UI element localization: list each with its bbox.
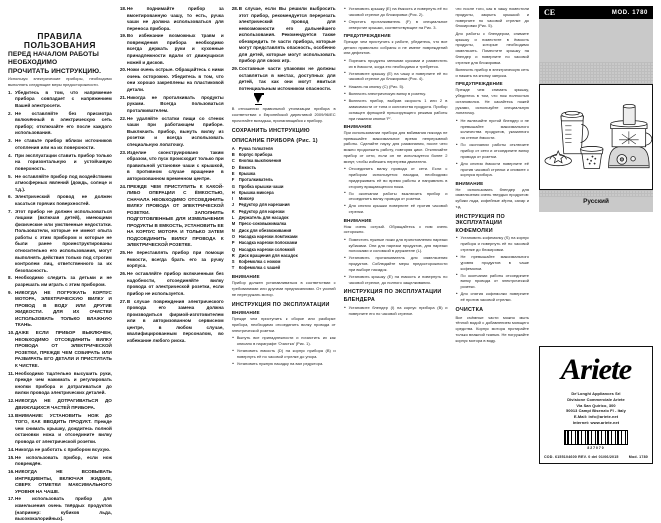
list-item: • Для снятия ёмкости поверните её против часовой стрелки и снимите с корпуса прибора. bbox=[455, 161, 529, 178]
usage-heading-c3: ИНСТРУКЦИЯ ПО ЭКСПЛУАТАЦИИ bbox=[231, 301, 330, 308]
cleaning-text-c5: Все съёмные части можно мыть тёплой водой с добавлением моющего средства. Корпус мотора протирайте только влажной тканью. Не погружайте корпус мотора в воду. bbox=[455, 314, 530, 343]
list-item: • Установить нужную насадку на вал редуктора. bbox=[232, 361, 336, 367]
list-item: S Кофемолка с ножом bbox=[231, 259, 281, 265]
prep-bullets-c5 bbox=[455, 118, 529, 178]
model-label: MOD. 1780 bbox=[611, 9, 648, 16]
list-item: 2. Не оставляйте без присмотра включённый в электрическую сеть прибор; отключайте его после каждого использования. bbox=[8, 110, 112, 136]
list-item: Q Насадка нарезки соломкой bbox=[231, 246, 295, 252]
para1-c5: что после того, как в чашу поместили продукты, закрыть крышкой и поверните по часовой стрелке до блокировки (Рис. 5). bbox=[455, 6, 530, 29]
warning-heading-c3: ВНИМАНИЕ bbox=[231, 274, 260, 280]
list-item: M Пресс-соковыжималка bbox=[231, 221, 287, 227]
halftone-texture-2 bbox=[539, 190, 653, 197]
disposal-note: В отношении правильной утилизации прибора в соответствии с Европейской директивой 2009/96/ЕС прочитайте вкладыш, прилагающийся к прибору. bbox=[231, 106, 336, 124]
safety-rules-list-1 bbox=[8, 90, 112, 523]
list-item: • Установить кофемолку (S) на корпус прибора и повернуть её по часовой стрелке до блокировки. bbox=[455, 235, 529, 252]
list-item: • Включить прибор, выбрав скорость 1 или 2 в зависимости от типа и количества продукта. Прибор оснащен функцией пульсирующего режима работы при нажатии кнопки 'P'. bbox=[344, 98, 448, 121]
column-4 bbox=[340, 6, 452, 464]
list-item: • Для снятия кофемолки поверните её против часовой стрелки. bbox=[455, 291, 529, 303]
grinder-bullets-c5 bbox=[455, 235, 529, 302]
list-item: 1. Убедитесь в том, что напряжение прибора совпадает с напряжением Вашей электросети. bbox=[8, 89, 112, 108]
list-item: C Кнопка выключения bbox=[231, 158, 282, 164]
para2-c5: Для работы с блендером, снимите крышку и поместите в ёмкость продукты, которые необходимо измельчить. Поместите крышку на блендер и поверните по часовой стрелке для блокировки. bbox=[455, 30, 530, 65]
warning-text-c3: Прибор должен устанавливаться в соответствии с требованиями или другими предписаниями. От усилий не перегружать мотор. bbox=[231, 280, 336, 297]
header-bar bbox=[539, 6, 653, 19]
address-line: Divisione Commerciale Ariete bbox=[567, 396, 625, 402]
list-item: • Установите крышку (E) на чашу и поверните её по часовой стрелке до блокировки (Рис. 4). bbox=[344, 71, 448, 83]
list-item: 22. Не удаляйте остатки пищи со стенок чаши при работающем приборе. Выключить прибор, вынуть вилку из розетки и всегда использовать специальную лопаточку. bbox=[119, 115, 224, 147]
list-item: 23. Изделие сконструировано таким образом, что пуск происходит только при правильной установке чаши с крышкой, в противном случае вращение в авторизованном временном центре. bbox=[119, 149, 224, 181]
blender-usage-heading-line2: БЛЕНДЕРА bbox=[343, 297, 376, 304]
list-item: • Не превышайте максимального уровня продуктов в чаше кофемолки. bbox=[455, 254, 529, 271]
waste-bin-icon bbox=[254, 93, 264, 105]
footer-code: COD. 6155104600 REV. 0 del 01/06/2015 bbox=[544, 455, 619, 459]
page-subtitle-line1: ПЕРЕД НАЧАЛОМ РАБОТЫ НЕОБХОДИМО bbox=[8, 51, 99, 67]
list-item: 29. Составные части упаковки не должны оставляться в местах, доступных для детей, так как они могут явиться потенциальным источником опасности. bbox=[231, 66, 336, 91]
footer-model: Mod. 1780 bbox=[628, 455, 648, 459]
usage-warning-text-c3: Прежде чем приступить к сборке или разборке прибора, необходимо отсоединить вилку провода от электрической розетки. bbox=[231, 316, 336, 333]
list-item: 11. Необходимо тщательно высушить руки, прежде чем нажимать и регулировать кнопки прибора и дотрагиваться до вилки провода электрических деталей. bbox=[8, 370, 112, 396]
list-item: • Включить электрическую вилку в розетку. bbox=[344, 91, 448, 97]
section2-bullets-c4 bbox=[344, 84, 448, 121]
list-item: L Держатель для насадок bbox=[231, 215, 289, 221]
list-item: 14. Никогда не работать с прибором всухую. bbox=[8, 446, 111, 452]
list-item: R Диск вращения для насадок bbox=[231, 252, 298, 258]
address-line: Via San Quirico, 300 bbox=[576, 402, 616, 408]
list-item: • Установить проталкиватель для измельчения продуктов. Соблюдайте меры предосторожности при выборе насадок. bbox=[344, 255, 448, 272]
list-item: J Редуктор для нарезания bbox=[231, 202, 290, 208]
prep-text-c5: Прежде чем снимать крышку, убедитесь в том, что нож полностью остановился. Не касайтесь ножей руками, используйте специальную лопаточку. bbox=[455, 87, 530, 116]
product-image bbox=[539, 84, 653, 190]
panel-spacer bbox=[539, 212, 653, 344]
list-item: 20. Ножи очень острые. Обращайтесь с ними очень осторожно. Убедитесь в том, что они хорошо закреплены на пластиковой детали. bbox=[119, 67, 224, 92]
list-item: 13. ВНИМАНИЕ: УСТАНОВИТЬ НОЖ ДО ТОГО, КАК ВВОДИТЬ ПРОДУКТ. Прежде чем снимать крышку, дождитесь полной остановки ножа и отсоедините вилку провода от электрической розетки. bbox=[8, 412, 112, 444]
barcode-number: 827070 bbox=[587, 446, 605, 450]
list-item: 15. Не использовать прибор, если нож повреждён. bbox=[8, 454, 112, 467]
list-item: • По окончании работы выключить прибор и отсоединить вилку провода от розетки. bbox=[344, 191, 448, 203]
list-item: K Редуктор для нарезки bbox=[231, 208, 285, 214]
list-item: F Проталкиватель bbox=[231, 177, 273, 183]
list-item: • По окончании работы отсоедините вилку провода от электрической розетки. bbox=[455, 273, 529, 290]
company-address bbox=[544, 391, 648, 426]
list-item: 4. При эксплуатации ставить прибор только на горизонтальную и устойчивую поверхность. bbox=[8, 152, 112, 171]
list-item: 25. Не переставлять прибор при помощи ёмкости, всегда брать его за ручку корпуса. bbox=[119, 250, 224, 269]
column-2 bbox=[116, 6, 228, 464]
list-item: 16. НИКОГДА НЕ ВСОВЫВАТЬ ИНГРЕДИЕНТЫ, ВКЛЮЧАЯ ЖИДКИЕ, СВЕРХ ОТМЕТКИ МАКСИМАЛЬНОГО УРОВНЯ НА ЧАШЕ. bbox=[8, 469, 112, 494]
address-line: E-Mail: info@ariete.net bbox=[573, 414, 619, 420]
list-item: 7. Этот прибор не должен использоваться лицами (включая детей), имеющими физические или умственные недостатки. Пользователи, которые не имеют опыта работы с этим прибором и которые не были ранее проинструктированы относительно его использования, могут выполнять действия только под строгим контролем лиц, ответственного за их безопасность. bbox=[8, 208, 112, 273]
list-item: 9. НИКОГДА НЕ ПОГРУЖАТЬ КОРПУС МОТОРА, ЭЛЕКТРИЧЕСКУЮ ВИЛКУ И ПРОВОД В ВОДУ ИЛИ ДРУГИЕ ЖИДКОСТИ. ДЛЯ ИХ ОЧИСТКИ ИСПОЛЬЗОВАТЬ ТОЛЬКО ВЛАЖНУЮ ТКАНЬ. bbox=[8, 289, 112, 328]
list-item: O Насадка нарезки ломтиками bbox=[231, 233, 298, 239]
save-instructions-heading: СОХРАНИТЬ ИНСТРУКЦИЮ bbox=[231, 127, 310, 134]
caution-text-c4: Прежде чем приступить к работе, убедитесь, что все детали правильно собраны и не имеют повреждений или дефектов. bbox=[343, 38, 448, 56]
list-item: I Миксер bbox=[231, 196, 255, 202]
intro-paragraph: Используя электрические приборы, необходимо выполнять следующие меры предосторожности. bbox=[8, 76, 112, 87]
warning2-lead-c4: Нож очень острый. Обращайтесь с ним очень осторожно. bbox=[343, 223, 448, 235]
list-item: 27. В случае повреждения электрического провода его замена должна производиться фирмой-изготовителем или в авторизованном сервисном центре, в любом случае, квалифицированным персоналом, во избежание любого риска. bbox=[119, 298, 224, 343]
list-item: P Насадка нарезки полосками bbox=[231, 240, 298, 246]
list-item: 18. Не поднимайте прибор за вмонтированную чашу, то есть, ручка чаши не должна использоваться для переноса прибора. bbox=[119, 6, 224, 31]
blender-usage-heading-line1: ИНСТРУКЦИЯ ПО ЭКСПЛУАТАЦИИ bbox=[343, 289, 442, 296]
top-bullets-c4 bbox=[344, 6, 448, 30]
prep-heading-c5: ПРЕДУПРЕЖДЕНИЕ bbox=[455, 81, 503, 87]
usage-bullets-c3 bbox=[232, 335, 336, 366]
list-item: 8. Необходимо следить за детьми и не разрешать им играть с этим прибором. bbox=[8, 275, 112, 287]
food-processor-illustration bbox=[540, 85, 652, 189]
para3-c5: Включить прибор в электрическую сеть и нажать на кнопку запуска. bbox=[455, 67, 530, 78]
caution-heading-c4: ПРЕДУПРЕЖДЕНИЕ bbox=[343, 32, 391, 38]
attention-text-c4: При использовании прибора для взбивания никогда не превышайте максимальное время непрерывной работы. Сделайте паузу для разминания, после чего можно продолжить работу, повторяя цикл. Отключайте прибор от сети, если он не используется более 2 минут, чтобы избежать перегрева двигателя. bbox=[343, 129, 448, 164]
attention-bullets-c4 bbox=[344, 166, 448, 215]
list-item: G Пробка крышки чаши bbox=[231, 183, 284, 189]
list-item: • Отсоединить вилку провода от сети. Если с прибором используется насадка, необходимо придерживать её во время работы и направлять в сторону вращающегося ножа. bbox=[344, 166, 448, 189]
list-item: E Крышка bbox=[231, 170, 256, 176]
gray-band-top bbox=[539, 19, 653, 84]
column-5 bbox=[451, 6, 533, 464]
list-item: 21. Никогда не проталкивать продукты руками. Всегда пользоваться проталкивателем. bbox=[119, 94, 224, 113]
page-title: ПРАВИЛА ПОЛЬЗОВАНИЯ bbox=[23, 31, 96, 51]
list-item: 24. ПРЕЖДЕ ЧЕМ ПРИСТУПИТЬ К КАКОЙ-ЛИБО ОПЕРАЦИИ С ЁМКОСТЬЮ, СНАЧАЛА НЕОБХОДИМО ОТСОЕДИНИТЬ ВИЛКУ ПРОВОДА ОТ ЭЛЕКТРИЧЕСКОЙ РОЗЕТКИ. ЗАПОЛНИТЬ ПОДГОТОВЛЕННЫЕ ДЛЯ ИЗМЕЛЬЧЕНИЯ ПРОДУКТЫ В ЕМКОСТЬ, УСТАНОВИТЬ ЕЕ НА КОРПУС МОТОРА И ТОЛЬКО ЗАТЕМ ПОДСОЕДИНИТЬ ВИЛКУ ПРОВОДА К ЭЛЕКТРИЧЕСКОЙ РОЗЕТКЕ. bbox=[119, 183, 224, 248]
list-item: N Диск для обезвоживания bbox=[231, 227, 292, 233]
list-item: 28. В случае, если Вы решили выбросить этот прибор, рекомендуется перерезать электрический провод для невозможности его дальнейшего использования. Рекомендуется также обезвредить те части прибора, которые могут представлять опасность, особенно для детей, которые могут использовать прибор для своих игр. bbox=[231, 6, 336, 64]
list-item: T Кофемолка с чашей bbox=[231, 265, 281, 271]
list-item: • Установить емкость (D) на корпус прибора (B) и повернуть её по часовой стрелке до упора. bbox=[232, 348, 336, 360]
list-item: 26. Не оставляйте прибор включенным без надобности, отсоединяйте вилку провода от электрической розетки, если прибор не используется. bbox=[119, 271, 224, 296]
list-item: • Установить крышку (E) на емкость и повернуть по часовой стрелке, до полного защелкивания. bbox=[344, 274, 448, 286]
safety-rules-list-3 bbox=[232, 6, 336, 92]
safety-rules-list-2 bbox=[120, 6, 224, 344]
list-item: 12. НИКОГДА НЕ ДОТРАГИВАТЬСЯ ДО ДВИЖУЩИХСЯ ЧАСТЕЙ ПРИБОРА. bbox=[8, 398, 112, 410]
list-item: • Установить крышку (E) на ёмкость и повернуть её по часовой стрелке до блокировки (Рис. 2). bbox=[344, 6, 448, 18]
list-item: 5. Не оставляйте прибор под воздействием атмосферных явлений (дождь, солнце и т.д.). bbox=[8, 173, 112, 192]
barcode-icon bbox=[564, 430, 628, 445]
description-heading: ОПИСАНИЕ ПРИБОРА (Рис. 1) bbox=[231, 138, 318, 145]
warning2-bullets-c4 bbox=[344, 237, 448, 286]
parts-list bbox=[232, 146, 336, 272]
usage-warning-heading-c3: ВНИМАНИЕ bbox=[231, 310, 260, 316]
list-item: • Опустить проталкиватель (F) в специальное отверстие крышки, соответствующее на Рис. 3. bbox=[344, 19, 448, 31]
list-item: 6. Электрический провод не должен касаться горячих поверхностей. bbox=[8, 194, 112, 206]
attention-text-c5: Не использовать блендер для измельчения очень твердых продуктов: кубики льда, кофейные зёрна, сахар и т.д. bbox=[455, 186, 530, 210]
list-item: • Установите блендер (I) на корпус прибора (B) и поверните его по часовой стрелке. bbox=[344, 305, 448, 317]
page-subtitle-line2: ПРОЧИТАТЬ ИНСТРУКЦИЮ. bbox=[8, 67, 102, 75]
list-item: 19. Во избежание возможных травм и повреждения прибора необходимо всегда держать руки и кухонные принадлежности вдали от движущихся ножей и дисков. bbox=[119, 33, 224, 65]
column-6-panel bbox=[533, 6, 657, 464]
cleaning-heading-c5: ОЧИСТКА bbox=[455, 306, 484, 313]
attention-heading-c4: ВНИМАНИЕ bbox=[343, 123, 372, 129]
address-line: De'Longhi Appliances Srl bbox=[571, 390, 621, 396]
list-item: 3. Не ставьте прибор вблизи источников отопления или на их поверхности. bbox=[8, 138, 112, 150]
attention-heading-c5: ВНИМАНИЕ bbox=[455, 180, 484, 186]
language-caption-band bbox=[539, 190, 653, 212]
language-caption: Русский bbox=[583, 197, 609, 205]
list-item: H Крышка миксера bbox=[231, 189, 274, 195]
list-item: • По окончании работы отключите прибор от сети и отсоедините вилку провода от розетки. bbox=[455, 142, 529, 159]
list-item: • Нажать на кнопку (C) (Рис. 5). bbox=[344, 84, 448, 90]
list-item: • Вынуть все принадлежности и почистить их как описано в параграфе 'Очистка' (Рис. 1). bbox=[232, 335, 336, 347]
caution-bullets-c4 bbox=[344, 58, 448, 82]
list-item: B Корпус прибора bbox=[231, 152, 273, 158]
blender-bullets-c4 bbox=[344, 305, 448, 317]
list-item: D Ёмкость bbox=[231, 164, 257, 170]
list-item: A Ручка толкателя bbox=[231, 145, 273, 151]
halftone-texture bbox=[539, 62, 653, 84]
list-item: • Не включайте пустой блендер и не превышайте максимального количества продуктов, указанного на стенке ёмкости. bbox=[455, 118, 529, 141]
list-item: • Поместить нужные ножи для приготовления нарезки кубиками. Они для нарезки продуктов, для нарезки полосками и соломкой в держателе (L). bbox=[344, 237, 448, 254]
address-line: Internet: www.ariete.net bbox=[572, 420, 620, 426]
column-1 bbox=[4, 6, 116, 522]
ce-mark-icon: CE bbox=[544, 8, 556, 17]
warning2-heading-c4: ВНИМАНИЕ bbox=[343, 217, 372, 223]
brand-block bbox=[539, 346, 653, 464]
list-item: • Для снятия крышки поверните её против часовой стрелки. bbox=[344, 203, 448, 215]
address-line: 50013 Campi Bisenzio FI - Italy bbox=[566, 408, 626, 414]
footer-line bbox=[544, 455, 648, 459]
grinder-heading-line2: КОФЕМОЛКИ bbox=[455, 227, 493, 234]
list-item: • Порезать продукты мелкими кусками и разместить их в ёмкости, когда это необходимо и требуется. bbox=[344, 58, 448, 70]
grinder-heading-line1: ИНСТРУКЦИЯ ПО ЭКСПЛУАТАЦИИ bbox=[455, 213, 505, 227]
list-item: 17. Не использовать прибор для измельчения очень твёрдых продуктов (например: кубиков льда, высококалорийных). bbox=[8, 496, 112, 522]
list-item: 10. ДАЖЕ ЕСЛИ ПРИБОР ВЫКЛЮЧЕН, НЕОБХОДИМО ОТСОЕДИНИТЬ ВИЛКУ ПРОВОДА ОТ ЭЛЕКТРИЧЕСКОЙ РОЗЕТКИ, ПРЕЖДЕ ЧЕМ СОБИРАТЬ ИЛИ РАЗБИРАТЬ ЕГО ДЕТАЛИ И ПРИСТУПАТЬ К ЧИСТКЕ. bbox=[8, 330, 112, 368]
column-3 bbox=[228, 6, 340, 464]
ariete-logo: Ariete bbox=[560, 352, 632, 386]
